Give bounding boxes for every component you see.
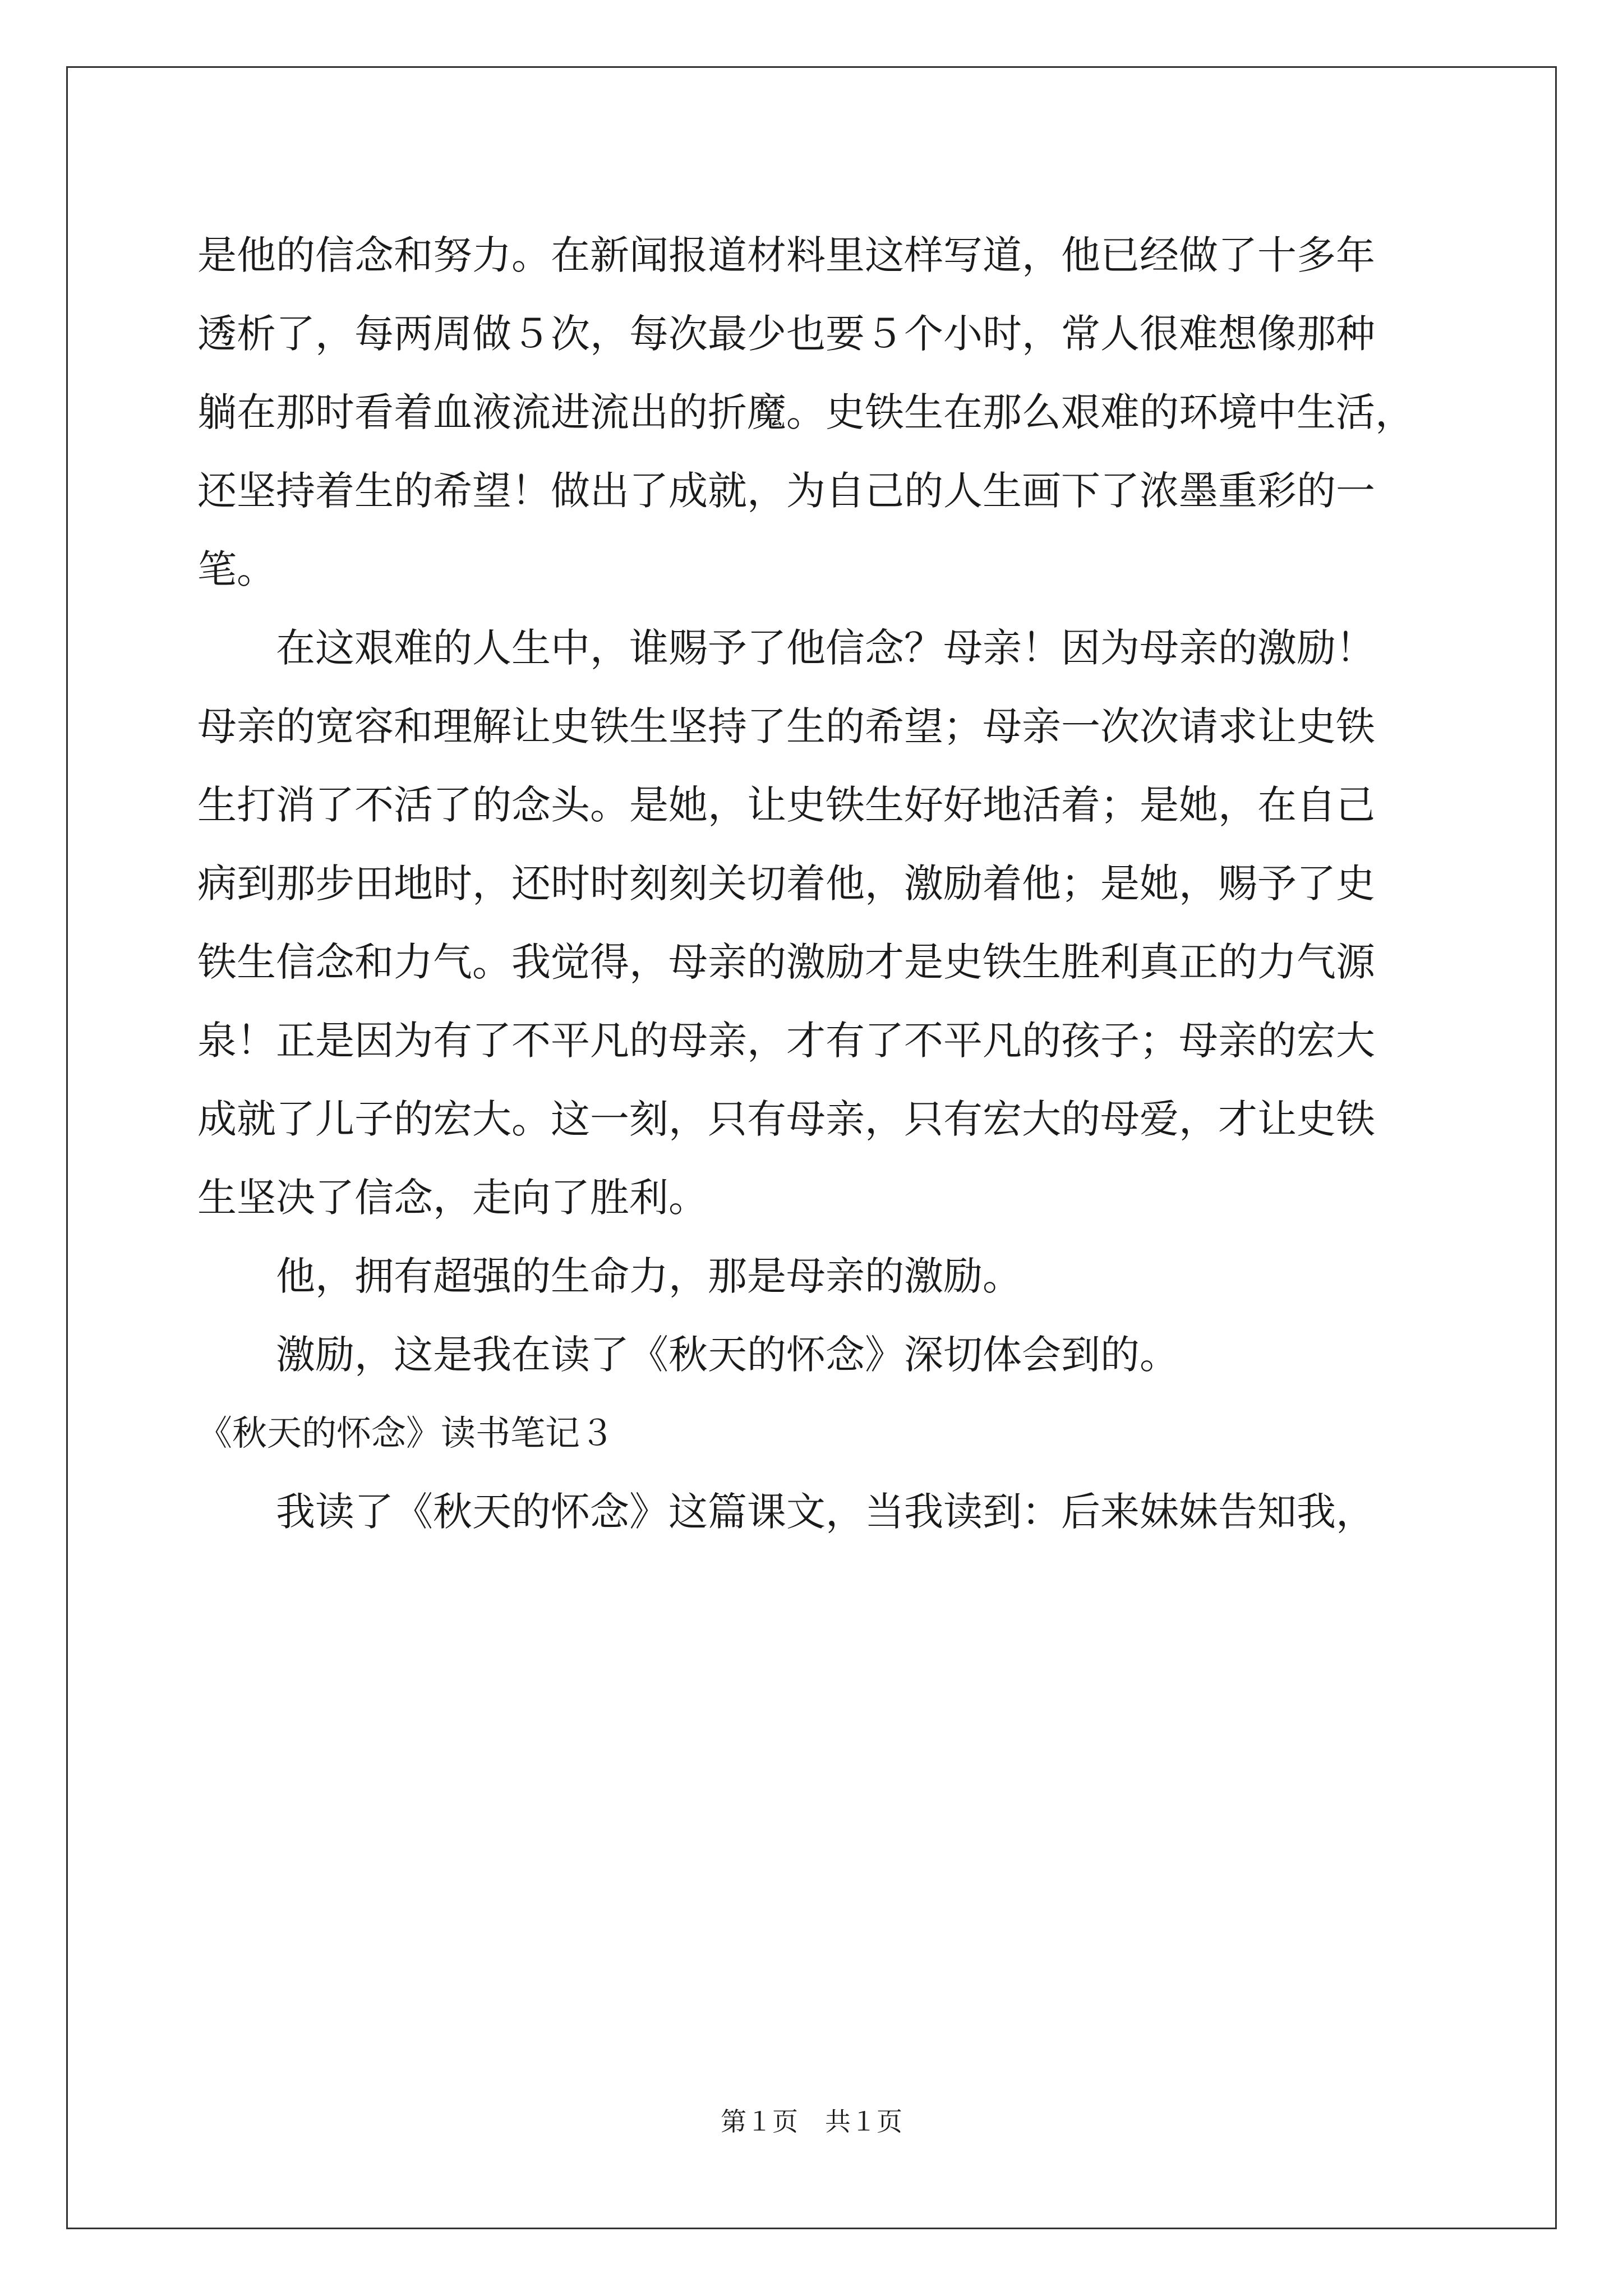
paragraph-line: 在这艰难的人生中，谁赐予了他信念？母亲！因为母亲的激励！ [276, 625, 1375, 671]
paragraph-line: 我读了《秋天的怀念》这篇课文，当我读到：后来妹妹告知我， [276, 1489, 1375, 1535]
paragraph-line: 是他的信念和努力。在新闻报道材料里这样写道，他已经做了十多年 [197, 232, 1375, 278]
paragraph-line: 笔。 [197, 546, 276, 592]
paragraph-line: 母亲的宽容和理解让史铁生坚持了生的希望；母亲一次次请求让史铁 [197, 703, 1375, 749]
page-number: 第１页 [721, 2106, 798, 2137]
page-total: 共１页 [825, 2106, 902, 2137]
paragraph-line: 生坚决了信念，走向了胜利。 [197, 1175, 708, 1221]
paragraph-line: 还坚持着生的希望！做出了成就，为自己的人生画下了浓墨重彩的一 [197, 468, 1375, 514]
page-footer [0, 2105, 1623, 2138]
paragraph-line: 成就了儿子的宏大。这一刻，只有母亲，只有宏大的母爱，才让史铁 [197, 1096, 1375, 1142]
paragraph-line: 生打消了不活了的念头。是她，让史铁生好好地活着；是她，在自己 [197, 782, 1375, 828]
section-heading: 《秋天的怀念》读书笔记３ [197, 1412, 615, 1453]
paragraph-line: 他，拥有超强的生命力，那是母亲的激励。 [276, 1253, 1022, 1299]
paragraph-line: 躺在那时看着血液流进流出的折魔。史铁生在那么艰难的环境中生活， [197, 389, 1414, 435]
paragraph-line: 铁生信念和力气。我觉得，母亲的激励才是史铁生胜利真正的力气源 [197, 939, 1375, 985]
paragraph-line: 透析了，每两周做５次，每次最少也要５个小时，常人很难想像那种 [197, 311, 1375, 357]
paragraph-line: 泉！正是因为有了不平凡的母亲，才有了不平凡的孩子；母亲的宏大 [197, 1018, 1375, 1064]
paragraph-line: 激励，这是我在读了《秋天的怀念》深切体会到的。 [276, 1332, 1179, 1378]
document-body [197, 216, 1465, 1551]
paragraph-line: 病到那步田地时，还时时刻刻关切着他，激励着他；是她，赐予了史 [197, 861, 1375, 907]
